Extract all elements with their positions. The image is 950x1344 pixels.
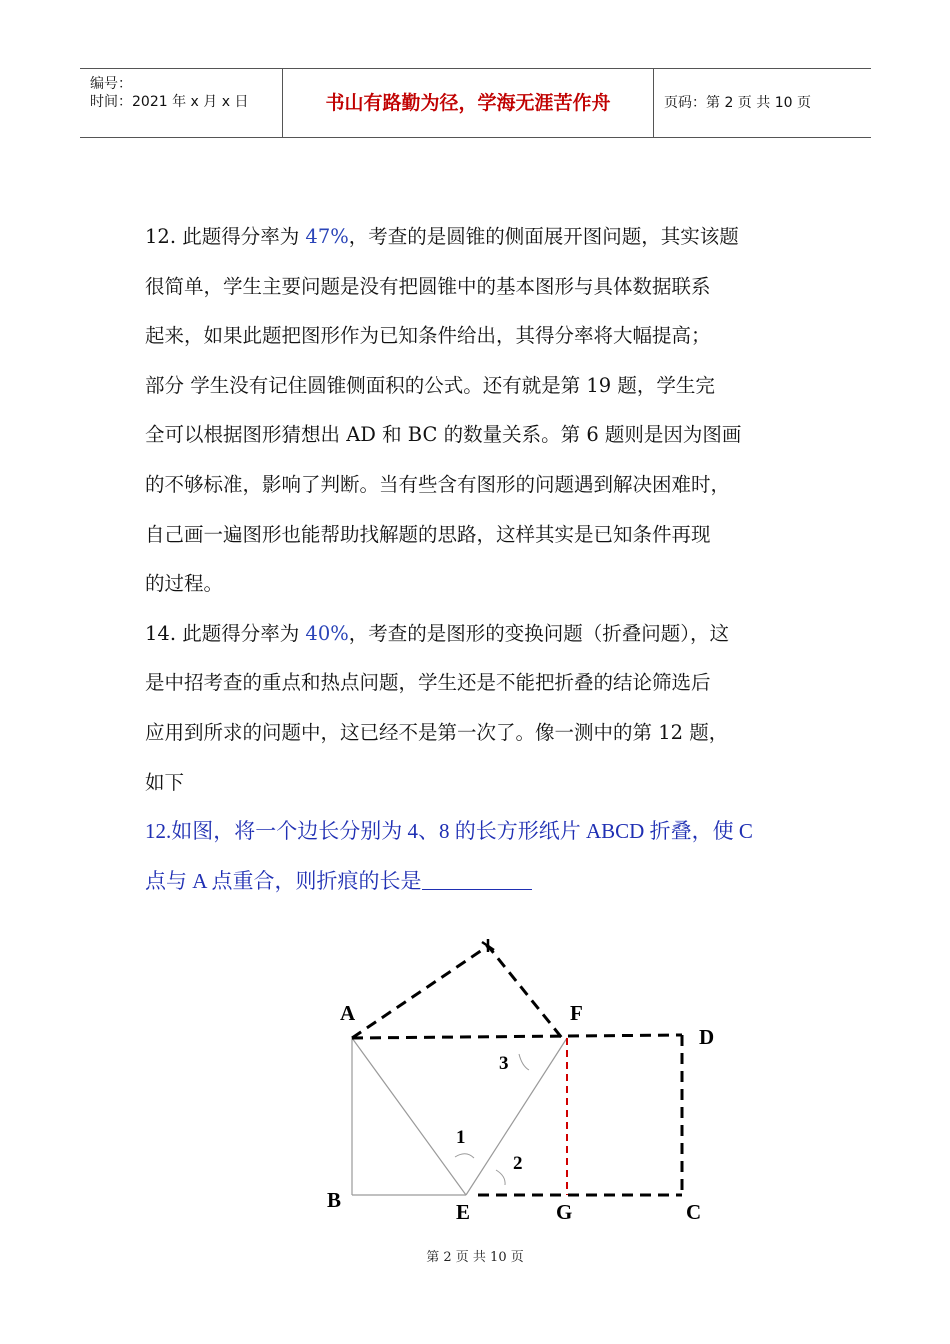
para14-line1 xyxy=(145,609,825,659)
label-c: C xyxy=(686,1200,702,1224)
para12-line1 xyxy=(145,212,825,262)
fold-figure xyxy=(300,930,760,1230)
angle-label-1: 1 xyxy=(456,1127,466,1148)
para12-line6: 的不够标准，影响了判断。当有些含有图形的问题遇到解决困难时， xyxy=(145,472,731,496)
text: 12. 此题得分率为 xyxy=(145,225,306,248)
para14-line2: 是中招考查的重点和热点问题，学生还是不能把折叠的结论筛选后 xyxy=(145,671,711,695)
score-rate: 40% xyxy=(305,621,349,645)
header-page-info: 页码：第 2 页 共 10 页 xyxy=(664,95,811,111)
page-header xyxy=(80,68,871,138)
para12-line8: 的过程。 xyxy=(145,572,224,596)
para14-line4: 如下 xyxy=(145,770,185,794)
segment-ae xyxy=(352,1038,466,1195)
answer-blank xyxy=(422,869,532,890)
para14-line3: 应用到所求的问题中，这已经不是第一次了。像一测中的第 12 题， xyxy=(145,720,729,744)
angle-label-2: 2 xyxy=(513,1153,523,1174)
para12-line2: 很简单，学生主要问题是没有把圆锥中的基本图形与具体数据联系 xyxy=(145,274,711,298)
text: ，考查的是图形的变换问题（折叠问题），这 xyxy=(348,621,730,645)
angle-3-arc xyxy=(519,1054,529,1070)
para12-line4: 部分 学生没有记住圆锥侧面积的公式。还有就是第 19 题，学生完 xyxy=(145,373,715,397)
para12-line3: 起来，如果此题把图形作为已知条件给出，其得分率将大幅提高； xyxy=(145,324,711,348)
angle-label-3: 3 xyxy=(499,1053,509,1074)
header-motto: 书山有路勤为径，学海无涯苦作舟 xyxy=(282,69,654,137)
question-line2 xyxy=(145,857,825,907)
date-label: 时间：2021 年 x 月 x 日 xyxy=(90,94,249,110)
text: 14. 此题得分率为 xyxy=(145,621,306,645)
page-footer: 第 2 页 共 10 页 xyxy=(426,1250,524,1265)
document-body xyxy=(145,212,825,906)
header-meta xyxy=(80,69,282,137)
number-label: 编号： xyxy=(90,76,132,92)
segment-ad xyxy=(352,1035,682,1038)
label-b: B xyxy=(327,1188,342,1212)
angle-2-arc xyxy=(496,1170,505,1185)
score-rate: 47% xyxy=(305,225,349,248)
folded-flap xyxy=(352,946,562,1038)
label-f: F xyxy=(570,1001,583,1025)
question-line1: 12.如图，将一个边长分别为 4、8 的长方形纸片 ABCD 折叠，使 C xyxy=(145,819,753,844)
label-a: A xyxy=(340,1001,356,1025)
para12-line7: 自己画一遍图形也能帮助找解题的思路，这样其实是已知条件再现 xyxy=(145,522,711,546)
para12-line5: 全可以根据图形猜想出 AD 和 BC 的数量关系。第 6 题则是因为图画 xyxy=(145,423,742,447)
text: ，考查的是圆锥的侧面展开图问题，其实该题 xyxy=(348,225,739,248)
question-text: 点与 A 点重合，则折痕的长是 xyxy=(145,868,422,893)
label-g: G xyxy=(556,1200,573,1224)
label-d: D xyxy=(699,1025,715,1049)
angle-1-arc xyxy=(455,1154,474,1158)
label-e: E xyxy=(456,1200,471,1224)
